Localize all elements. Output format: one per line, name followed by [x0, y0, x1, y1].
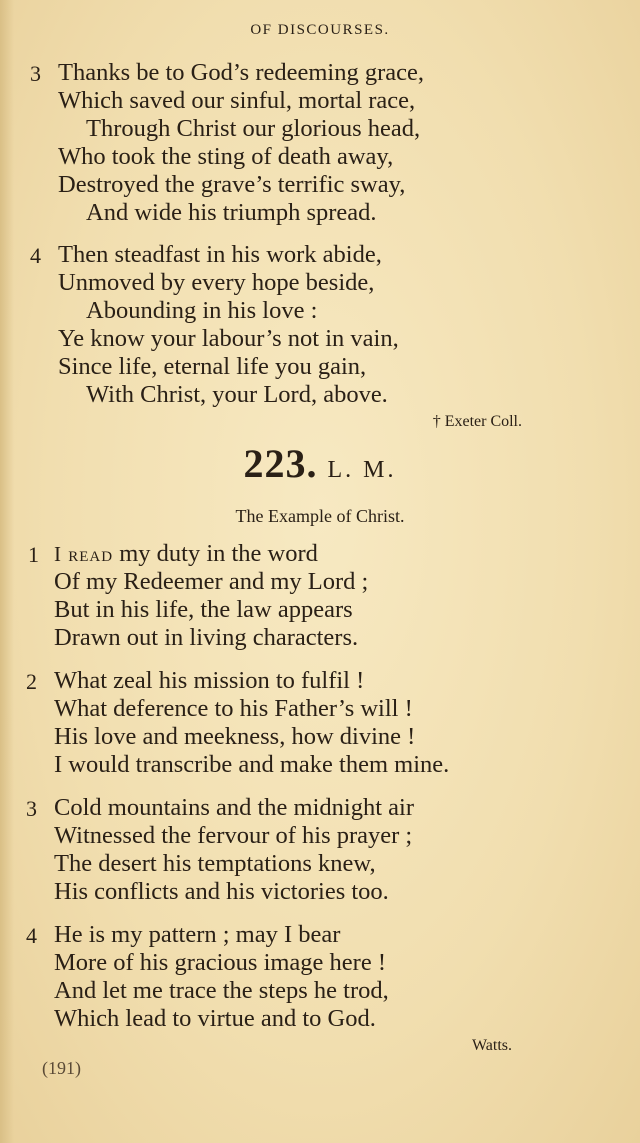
verse-line: Who took the sting of death away,: [58, 143, 394, 170]
verse-number: 3: [30, 61, 41, 86]
verse-line: More of his gracious image here !: [54, 949, 386, 976]
verse-line: Unmoved by every hope beside,: [58, 269, 375, 296]
verse-line: Which saved our sinful, mortal race,: [58, 87, 416, 114]
verse-number: 2: [26, 669, 37, 694]
verse-line: Drawn out in living characters.: [54, 624, 359, 651]
page-number: (191): [42, 1058, 81, 1078]
hymn-title: The Example of Christ.: [235, 506, 405, 526]
verse-line: But in his life, the law appears: [54, 596, 353, 623]
verse-line: His love and meekness, how divine !: [54, 723, 416, 750]
verse-number: 4: [26, 923, 37, 948]
verse-number: 1: [28, 542, 39, 567]
attribution: † Exeter Coll.: [432, 413, 522, 430]
first-word: I read: [54, 542, 114, 566]
verse-line: And wide his triumph spread.: [86, 199, 377, 226]
verse-line: Since life, eternal life you gain,: [58, 353, 367, 380]
verse-number: 3: [26, 796, 37, 821]
verse-line: His conflicts and his victories too.: [54, 878, 389, 905]
verse-line: I would transcribe and make them mine.: [54, 751, 450, 778]
verse-line: He is my pattern ; may I bear: [54, 921, 341, 948]
verse-line: Then steadfast in his work abide,: [58, 241, 382, 268]
verse-line: Of my Redeemer and my Lord ;: [54, 568, 369, 595]
hymn-meter: L. M.: [327, 457, 397, 483]
verse-line: Witnessed the fervour of his prayer ;: [54, 822, 413, 849]
verse-line: The desert his temptations knew,: [54, 850, 376, 877]
verse-line: Through Christ our glorious head,: [86, 115, 421, 142]
attribution: Watts.: [471, 1037, 512, 1054]
verse-line: I read my duty in the word: [54, 540, 318, 567]
verse-line: Ye know your labour’s not in vain,: [58, 325, 399, 352]
page-edge: [0, 0, 14, 1143]
verse-line: What zeal his mission to fulfil !: [54, 667, 365, 694]
verse-line: With Christ, your Lord, above.: [86, 381, 388, 408]
running-head: OF DISCOURSES.: [250, 22, 390, 38]
verse-line: Destroyed the grave’s terrific sway,: [58, 171, 406, 198]
verse-line: What deference to his Father’s will !: [54, 695, 413, 722]
verse-line: Abounding in his love :: [86, 297, 318, 324]
verse-line: And let me trace the steps he trod,: [54, 977, 389, 1004]
verse-number: 4: [30, 243, 41, 268]
verse-line: Which lead to virtue and to God.: [54, 1005, 376, 1032]
hymn-heading: [0, 440, 640, 487]
verse-line: Thanks be to God’s redeeming grace,: [58, 59, 425, 86]
verse-line: Cold mountains and the midnight air: [54, 794, 414, 821]
hymn-number: 223.: [243, 441, 318, 486]
